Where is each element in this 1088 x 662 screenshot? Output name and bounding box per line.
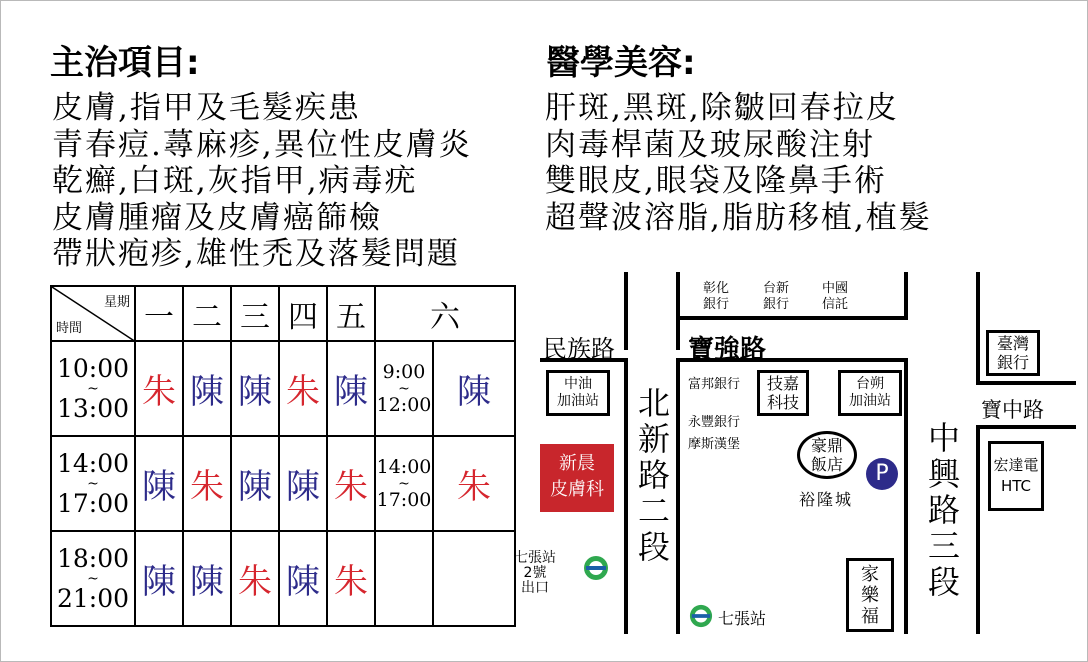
doctor-cell: 陳 (183, 531, 231, 626)
mrt-exit-icon (583, 555, 609, 585)
parking-icon: P (866, 458, 898, 490)
aesthetic-item: 雙眼皮,眼袋及隆鼻手術 (545, 163, 887, 199)
road-line (624, 272, 628, 350)
baozhong-road-label: 寶中路 (981, 398, 1044, 422)
treatment-item: 乾癬,白斑,灰指甲,病毒疣 (52, 163, 418, 199)
road-line (976, 272, 980, 384)
day-thu: 四 (279, 286, 327, 341)
htc: 宏達電 HTC (988, 441, 1044, 511)
time-slot: 10:00 ~ 13:00 (51, 341, 135, 436)
mos-burger-label: 摩斯漢堡 (688, 437, 741, 452)
doctor-cell: 朱 (279, 341, 327, 436)
doctor-cell: 陳 (231, 341, 279, 436)
zhongxing-road-label: 中 興 路 三 段 (927, 419, 960, 601)
road-line (976, 425, 980, 634)
doctor-cell: 陳 (279, 531, 327, 626)
aesthetic-item: 肝斑,黑斑,除皺回春拉皮 (545, 90, 899, 126)
doctor-cell: 陳 (135, 436, 183, 531)
day-tue: 二 (183, 286, 231, 341)
doctor-cell: 陳 (433, 341, 515, 436)
minzu-road-label: 民族路 (543, 335, 615, 363)
doctor-cell: 陳 (135, 531, 183, 626)
road-line (676, 272, 680, 350)
road-line (624, 358, 628, 634)
aesthetic-heading: 醫學美容: (546, 43, 696, 83)
doctor-cell: 朱 (183, 436, 231, 531)
sat-time-slot: 9:00 ~ 12:00 (375, 341, 433, 436)
beixin-road-label: 北 新 路 二 段 (637, 384, 670, 566)
road-line (676, 358, 680, 634)
day-mon: 一 (135, 286, 183, 341)
treatment-heading: 主治項目: (50, 43, 200, 83)
doctor-cell: 朱 (433, 436, 515, 531)
aesthetic-item: 超聲波溶脂,脂肪移植,植髮 (545, 199, 932, 236)
treatment-item: 帶狀疱疹,雄性禿及落髮問題 (52, 236, 460, 272)
day-fri: 五 (327, 286, 375, 341)
road-line (904, 272, 908, 320)
road-line (976, 381, 1076, 385)
doctor-cell: 陳 (327, 341, 375, 436)
day-sat: 六 (375, 286, 515, 341)
road-line (976, 425, 1076, 429)
sat-time-slot: 14:00 ~ 17:00 (375, 436, 433, 531)
time-slot: 18:00 ~ 21:00 (51, 531, 135, 626)
ctbc-bank-label: 中國 信託 (822, 281, 849, 312)
doctor-cell: 陳 (231, 436, 279, 531)
clinic-marker: 新晨 皮膚科 (540, 444, 614, 512)
treatment-item: 皮膚腫瘤及皮膚癌篩檢 (52, 199, 382, 236)
treatment-item: 皮膚,指甲及毛髮疾患 (52, 90, 361, 126)
yulong-city-label: 裕隆城 (799, 490, 854, 509)
doctor-cell: 陳 (183, 341, 231, 436)
mrt-station-icon (689, 604, 713, 632)
doctor-cell: 朱 (327, 531, 375, 626)
sinopac-bank-label: 永豐銀行 (688, 415, 741, 430)
doctor-cell: 朱 (231, 531, 279, 626)
corner-time-label: 時間 (56, 321, 83, 336)
doctor-cell: 朱 (135, 341, 183, 436)
road-line (676, 316, 908, 320)
changhua-bank-label: 彰化 銀行 (703, 281, 730, 312)
aesthetic-item: 肉毒桿菌及玻尿酸注射 (545, 126, 875, 163)
taishin-bank-label: 台新 銀行 (763, 281, 790, 312)
gigabyte-tech: 技嘉 科技 (757, 370, 809, 416)
mrt-exit-label: 七張站 2號 出口 (514, 550, 556, 596)
bank-of-taiwan: 臺灣 銀行 (986, 330, 1040, 376)
fubon-bank-label: 富邦銀行 (688, 377, 741, 392)
corner-week-label: 星期 (103, 295, 130, 310)
formosa-gas-station: 台朔 加油站 (838, 370, 902, 416)
cpc-gas-station: 中油 加油站 (546, 370, 610, 416)
baoqiang-road-label: 寶強路 (688, 335, 767, 365)
doctor-cell: 陳 (279, 436, 327, 531)
road-line (904, 358, 908, 634)
haoding-hotel: 豪鼎 飯店 (797, 431, 857, 479)
day-wed: 三 (231, 286, 279, 341)
treatment-item: 青春痘.蕁麻疹,異位性皮膚炎 (52, 126, 472, 163)
mrt-station-label: 七張站 (718, 609, 767, 628)
doctor-cell: 朱 (327, 436, 375, 531)
time-slot: 14:00 ~ 17:00 (51, 436, 135, 531)
carrefour: 家 樂 福 (846, 558, 894, 632)
